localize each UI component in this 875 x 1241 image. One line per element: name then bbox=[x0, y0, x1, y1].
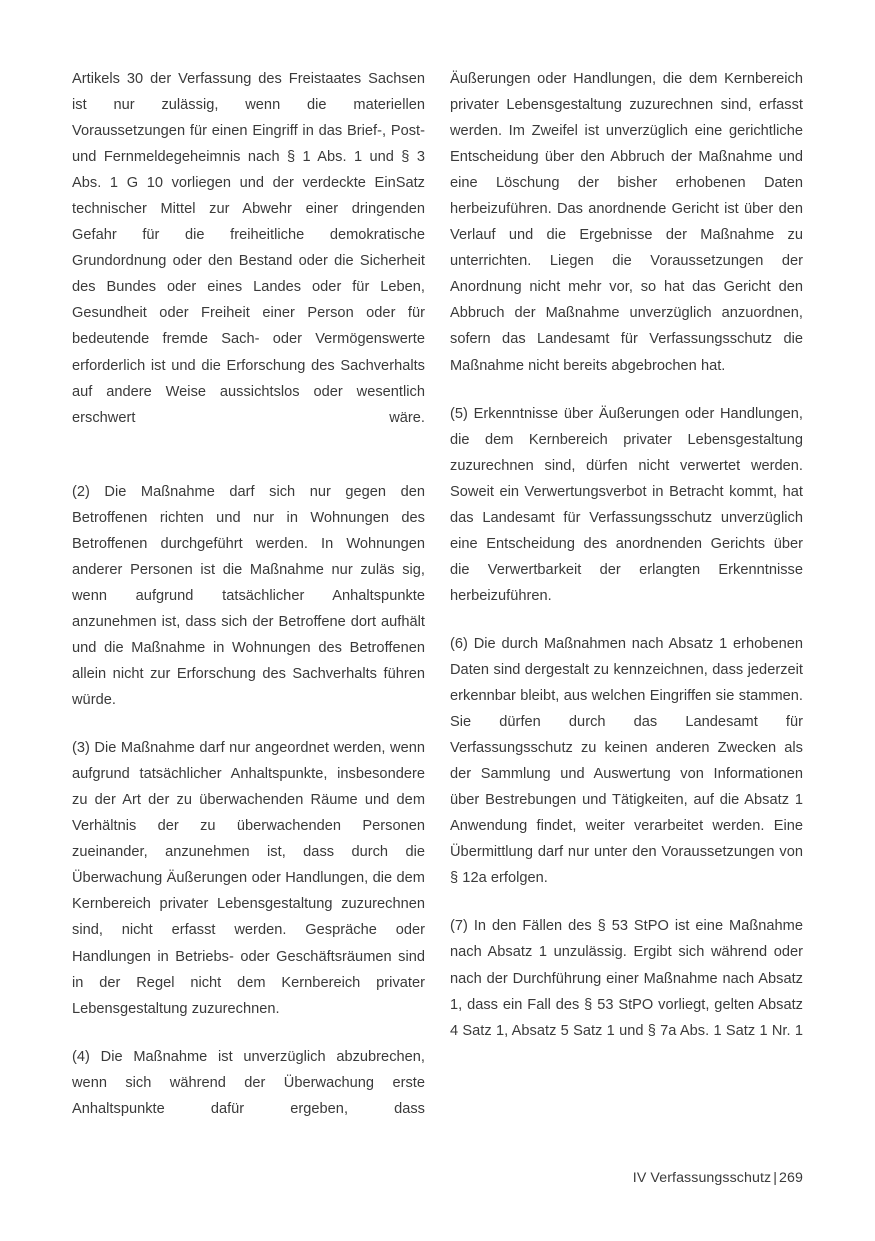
right-text-column bbox=[450, 66, 803, 1126]
paragraph-6: (6) Die durch Maßnahmen nach Absatz 1 erhobenen Daten sind dergestalt zu kennzeichnen, dass jederzeit erkennbar bleibt, aus welchen Eingriffen sie stammen. Sie dürfen durch das Landesamt für Verfassungsschutz zu keinen anderen Zwecken als der Sammlung und Auswertung von Informationen über Bestrebungen und Tätigkeiten, auf die Absatz 1 Anwendung findet, weiter verarbeitet werden. Eine Übermittlung darf nur unter den Voraussetzungen von § 12a erfolgen. bbox=[450, 635, 803, 887]
paragraph-7: (7) In den Fällen des § 53 StPO ist eine Maßnahme nach Absatz 1 unzulässig. Ergibt sich während oder nach der Durchführung einer Maßnahme nach Absatz 1, dass ein Fall des § 53 StPO vorliegt, gelten Absatz 4 Satz 1, Absatz 5 Satz 1 und § 7a Abs. 1 Satz 1 Nr. 1 bbox=[450, 918, 803, 1039]
left-text-column bbox=[72, 66, 425, 1126]
footer-section-label: IV Verfassungsschutz bbox=[632, 1170, 772, 1186]
paragraph-4-start: (4) Die Maßnahme ist unverzüglich abzubrechen, wenn sich während der Überwachung erste Anhaltspunkte dafür ergeben, dass bbox=[72, 1048, 425, 1117]
page-number: 269 bbox=[779, 1170, 803, 1186]
paragraph-4-continuation: Äußerungen oder Handlungen, die dem Kernbereich privater Lebensgestaltung zuzurechnen sind, erfasst werden. Im Zweifel ist unverzüglich eine gerichtliche Entscheidung über den Abbruch der Maßnahme und eine Löschung der bisher erhobenen Daten herbeizuführen. Das anordnende Gericht ist über den Verlauf und die Ergebnisse der Maßnahme zu unterrichten. Liegen die Voraussetzungen der Anordnung nicht mehr vor, so hat das Gericht den Abbruch der Maßnahme unverzüglich anzuordnen, sofern das Landesamt für Verfassungsschutz die Maßnahme nicht bereits abgebrochen hat. bbox=[450, 71, 803, 374]
page-footer bbox=[72, 1168, 803, 1188]
footer-separator: | bbox=[773, 1170, 778, 1186]
paragraph-3: (3) Die Maßnahme darf nur angeordnet werden, wenn aufgrund tatsächlicher Anhaltspunkte, insbesondere zu der Art der zu überwachenden Räume und dem Verhältnis der zu überwachenden Personen zueinander, anzunehmen ist, dass durch die Überwachung Äußerungen oder Handlungen, die dem Kernbereich privater Lebensgestaltung zuzurechnen sind, nicht erfasst werden. Gespräche oder Handlungen in Betriebs- oder Geschäftsräumen sind in der Regel nicht dem Kernbereich privater Lebensgestaltung zuzurechnen. bbox=[72, 740, 425, 1017]
two-column-text-body bbox=[72, 66, 803, 1126]
paragraph-5: (5) Erkenntnisse über Äußerungen oder Handlungen, die dem Kernbereich privater Lebensgestaltung zuzurechnen sind, dürfen nicht verwertet werden. Soweit ein Verwertungsverbot in Betracht kommt, hat das Landesamt für Verfassungsschutz unverzüglich eine Entscheidung des anordnenden Gerichts über die Verwertbarkeit der erlangten Erkenntnisse herbeizuführen. bbox=[450, 405, 803, 604]
paragraph-1-continuation: Artikels 30 der Verfassung des Freistaates Sachsen ist nur zulässig, wenn die materiellen Voraussetzungen für einen Eingriff in das Brief-, Post- und Fernmeldegeheimnis nach § 1 Abs. 1 und § 3 Abs. 1 G 10 vorliegen und der verdeckte EinSatz technischer Mittel zur Abwehr einer dringenden Gefahr für die freiheitliche demokratische Grundordnung oder den Bestand oder die Sicherheit des Bundes oder eines Landes oder für Leben, Gesundheit oder Freiheit einer Person oder für bedeutende fremde Sach- oder Vermögenswerte erforderlich ist und die Erforschung des Sachverhalts auf andere Weise aussichtslos oder wesentlich erschwert wäre. bbox=[72, 71, 425, 426]
paragraph-2: (2) Die Maßnahme darf sich nur gegen den Betroffenen richten und nur in Wohnungen des Betroffenen durchgeführt werden. In Wohnungen anderer Personen ist die Maßnahme nur zuläs sig, wenn aufgrund tatsächlicher Anhaltspunkte anzunehmen ist, dass sich der Betroffene dort aufhält und die Maßnahme in Wohnungen des Betroffenen allein nicht zur Erforschung des Sachverhalts führen würde. bbox=[72, 483, 425, 709]
